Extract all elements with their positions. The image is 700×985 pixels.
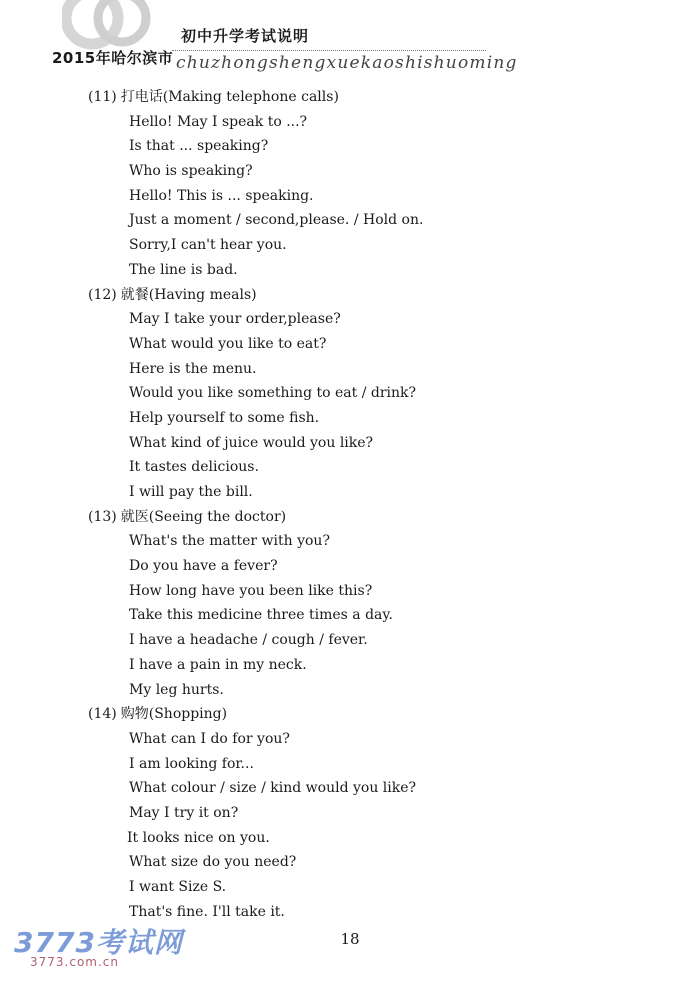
section-heading [0, 505, 700, 530]
phrase: Hello! This is ... speaking. [129, 187, 314, 204]
phrase: What size do you need? [129, 854, 297, 871]
section-title: 购物(Shopping) [120, 706, 228, 723]
phrase: I want Size S. [129, 879, 227, 895]
section-title: 打电话(Making telephone calls) [120, 89, 339, 105]
phrase: Would you like something to eat / drink? [129, 385, 416, 402]
phrase-list [0, 307, 700, 505]
section-heading [0, 283, 700, 308]
section-doctor [0, 505, 700, 703]
phrase: I have a headache / cough / fever. [129, 632, 368, 649]
phrase: Who is speaking? [129, 163, 253, 180]
section-shopping [0, 702, 700, 924]
page-number: 18 [340, 930, 360, 948]
phrase: Is that ... speaking? [129, 138, 269, 155]
phrase: What's the matter with you? [129, 533, 330, 550]
phrase: May I take your order,please? [129, 311, 341, 328]
phrase: What would you like to eat? [129, 335, 327, 352]
phrase: Help yourself to some fish. [129, 409, 320, 426]
phrase: It looks nice on you. [127, 829, 270, 846]
section-title: 就餐(Having meals) [120, 286, 257, 303]
phrase: My leg hurts. [129, 681, 224, 698]
watermark-logo: 3773考试网 [14, 926, 183, 959]
phrase: I have a pain in my neck. [129, 656, 307, 673]
phrase: Just a moment / second,please. / Hold on. [129, 212, 424, 229]
section-heading [0, 702, 700, 727]
phrase-list [0, 110, 700, 283]
phrase: What can I do for you? [129, 730, 290, 747]
section-heading [0, 85, 700, 110]
header-divider [172, 50, 486, 51]
section-number: (11) [88, 89, 117, 105]
section-meals [0, 283, 700, 505]
section-number: (12) [88, 286, 117, 303]
phrase: What kind of juice would you like? [129, 434, 374, 451]
phrase: May I try it on? [129, 804, 239, 821]
section-title: 就医(Seeing the doctor) [120, 508, 287, 525]
phrase: What colour / size / kind would you like? [129, 780, 417, 797]
phrase: Sorry,I can't hear you. [129, 237, 287, 254]
phrase: Do you have a fever? [129, 558, 278, 575]
section-telephone [0, 85, 700, 283]
phrase: How long have you been like this? [129, 582, 373, 599]
phrase: Here is the menu. [129, 360, 257, 377]
phrase-list [0, 727, 700, 925]
header-title: 初中升学考试说明 [181, 27, 310, 45]
phrase: Hello! May I speak to ...? [129, 113, 308, 130]
section-number: (13) [88, 508, 117, 525]
section-number: (14) [88, 706, 117, 723]
header-year-city: 2015年哈尔滨市 [52, 49, 174, 67]
document-body [0, 85, 700, 924]
watermark-url: 3773.com.cn [30, 955, 119, 969]
phrase: I am looking for... [129, 755, 254, 772]
phrase: That's fine. I'll take it. [129, 903, 285, 920]
phrase: The line is bad. [129, 261, 238, 278]
phrase: Take this medicine three times a day. [129, 607, 393, 624]
phrase-list [0, 529, 700, 702]
phrase: I will pay the bill. [129, 484, 253, 500]
phrase: It tastes delicious. [129, 459, 259, 476]
header-pinyin: chuzhongshengxuekaoshishuoming [176, 53, 518, 73]
